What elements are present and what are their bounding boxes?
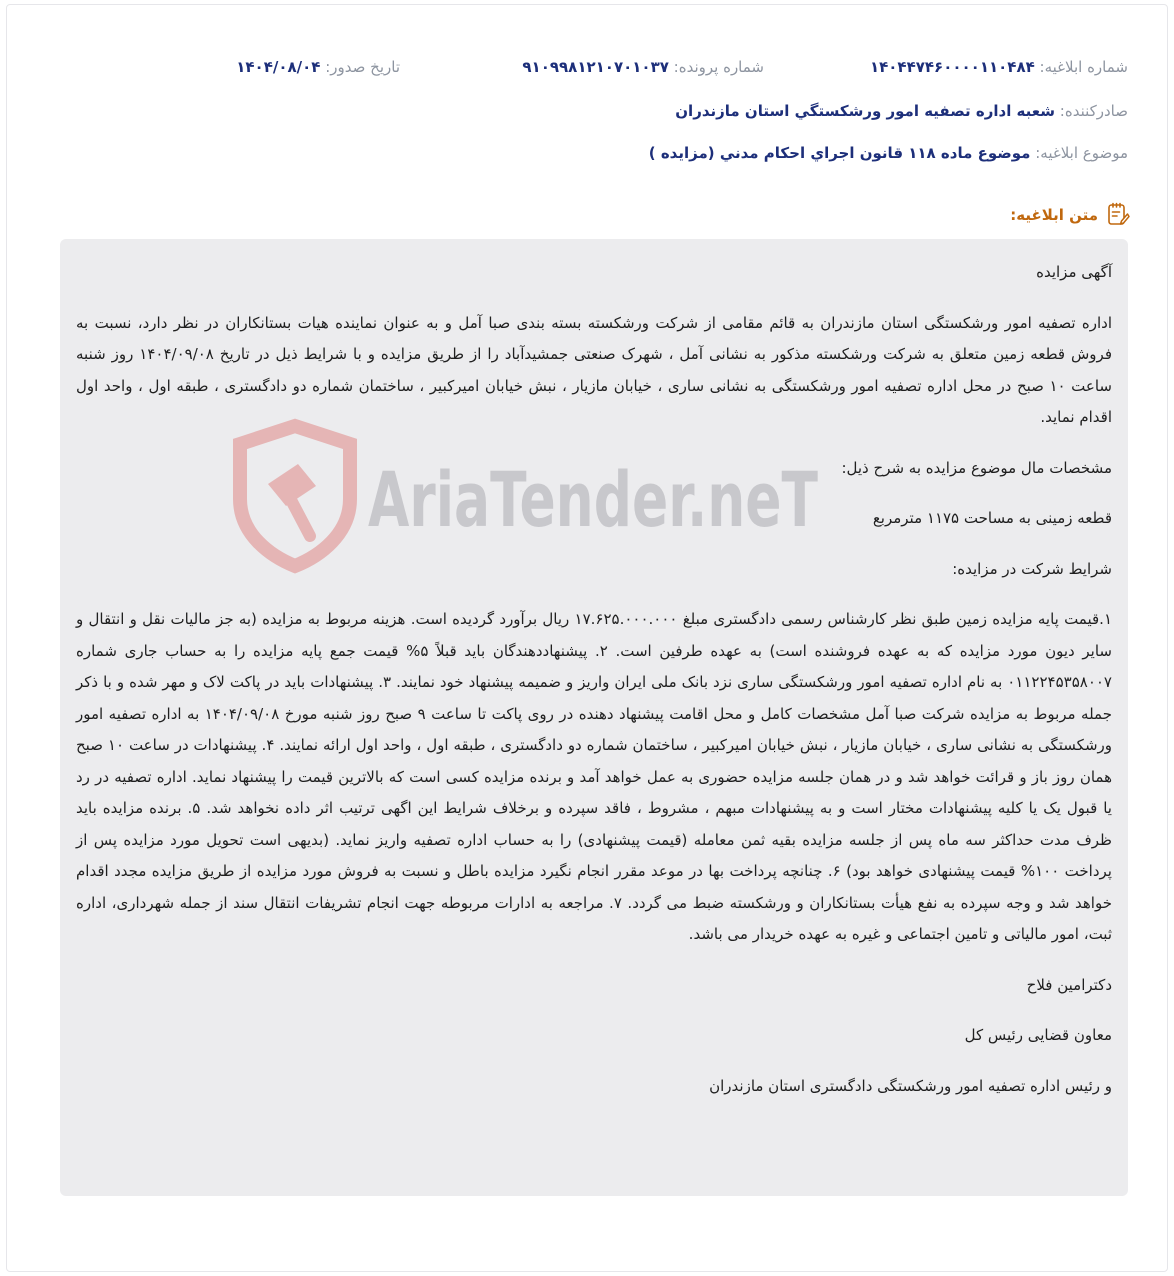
issue-date bbox=[236, 58, 400, 76]
body-paragraph: قطعه زمینی به مساحت ۱۱۷۵ مترمربع bbox=[872, 509, 1112, 527]
notice-number-label: شماره ابلاغيه: bbox=[1039, 58, 1128, 76]
section-title bbox=[1010, 202, 1130, 228]
body-paragraph: آگهی مزایده bbox=[1036, 263, 1112, 281]
notice-body-text bbox=[76, 257, 1112, 1121]
issue-date-label: تاريخ صدور: bbox=[325, 58, 400, 76]
watermark-text: AriaTender.neT bbox=[368, 455, 819, 544]
document-edit-icon bbox=[1106, 202, 1130, 228]
body-paragraph: ۱.قیمت پایه مزایده زمین طبق نظر کارشناس رسمی دادگستری مبلغ ۱۷.۶۲۵.۰۰۰.۰۰۰ ریال برآورد گردیده است. هزینه مربوط به مزایده (به جز مالیات نقل و انتقال و سایر دیون مورد مزایده که به عهده فروشنده است) به عهده طرفین است. ۲. پیشنهاددهندگان باید قبلاً ۵% قیمت جمع پایه مزایده را به حساب جاری شماره ۰۱۱۲۲۴۵۳۵۸۰۰۷ به نام اداره تصفیه امور ورشکستگی ساری نزد بانک ملی ایران واریز و ضمیمه پیشنهاد خود نمایند. ۳. پیشنهادات باید در پاکت لاک و مهر شده و با ذکر جمله مربوط به مزایده شرکت صبا آمل مشخصات کامل و محل اقامت پیشنهاد دهنده در روی پاکت تا ساعت ۹ صبح روز شنبه مورخ ۱۴۰۴/۰۹/۰۸ به اداره تصفیه امور ورشکستگی به نشانی ساری ، خیابان مازیار ، نبش خیابان امیرکبیر ، ساختمان شماره دو دادگستری ، طبقه اول ، واحد اول ارائه نمایند. ۴. پیشنهادات در ساعت ۱۰ صبح همان روز باز و قرائت خواهد شد و در همان جلسه مزایده حضوری به عمل خواهد آمد و برنده مزایده کسی است که بالاترین قیمت را پیشنهاد نماید. اداره تصفیه در رد یا قبول یک یا کلیه پیشنهادات مختار است و به پیشنهادات مبهم ، مشروط ، فاقد سپرده و برخلاف شرایط این اگهی ترتیب اثر داده نخواهد شد. ۵. برنده مزایده باید ظرف مدت حداکثر سه ماه پس از جلسه مزایده بقیه ثمن معامله (قیمت پیشنهادی) را به حساب اداره تصفیه واریز نماید. (بدیهی است تحویل مورد مزایده پس از پرداخت ۱۰۰% قیمت پیشنهادی خواهد بود) ۶. چنانچه پرداخت بها در موعد مقرر انجام نگیرد مزایده باطل و نسبت به فروش مورد مزایده از طریق مزایده مجدد اقدام خواهد شد و وجه سپرده به نفع هیأت بستانکاران و ورشکسته ضبط می گردد. ۷. مراجعه به ادارات مربوطه جهت انجام تشریفات انتقال سند از جمله شهرداری، اداره ثبت، امور مالیاتی و تامین اجتماعی و غیره به عهده خریدار می باشد. bbox=[76, 610, 1112, 943]
body-paragraph: دکترامین فلاح bbox=[1026, 975, 1112, 994]
case-number-label: شماره پرونده: bbox=[673, 58, 764, 76]
notice-number-value: ۱۴۰۴۴۷۴۶۰۰۰۰۱۱۰۴۸۴ bbox=[869, 58, 1035, 76]
section-title-text: متن ابلاغیه: bbox=[1010, 206, 1098, 224]
subject-label: موضوع ابلاغيه: bbox=[1035, 144, 1128, 162]
case-number bbox=[522, 58, 764, 76]
body-paragraph: مشخصات مال موضوع مزایده به شرح ذیل: bbox=[841, 458, 1112, 477]
body-paragraph: معاون قضایی رئیس کل bbox=[964, 1026, 1112, 1044]
body-paragraph: و رئیس اداره تصفیه امور ورشکستگی دادگستری استان مازندران bbox=[709, 1076, 1112, 1095]
subject-row bbox=[46, 144, 1128, 162]
meta-row-identifiers bbox=[46, 58, 1128, 80]
issue-date-value: ۱۴۰۴/۰۸/۰۴ bbox=[236, 58, 321, 76]
notice-number bbox=[870, 58, 1128, 76]
body-paragraph: اداره تصفیه امور ورشکستگی استان مازندران به قائم مقامی از شرکت ورشکسته بسته بندی صبا آمل و به عنوان نماینده هیات بستانکاران در نظر دارد، نسبت به فروش قطعه زمین متعلق به شرکت ورشکسته مذکور به نشانی آمل ، شهرک صنعتی جمشیدآباد را از طریق مزایده و با شرایط ذیل در تاریخ ۱۴۰۴/۰۹/۰۸ روز شنبه ساعت ۱۰ صبح در محل اداره تصفیه امور ورشکستگی به نشانی ساری ، خیابان مازیار ، نبش خیابان امیرکبیر ، ساختمان شماره دو دادگستری ، طبقه اول ، واحد اول اقدام نماید. bbox=[76, 313, 1112, 426]
issuer-value: شعبه اداره تصفيه امور ورشکستگي استان مازندران bbox=[675, 102, 1055, 120]
issuer-label: صادرکننده: bbox=[1059, 102, 1128, 120]
case-number-value: ۹۱۰۹۹۸۱۲۱۰۷۰۱۰۳۷ bbox=[522, 58, 669, 76]
body-paragraph: شرایط شرکت در مزایده: bbox=[952, 559, 1112, 578]
notice-body-panel bbox=[60, 239, 1128, 1196]
subject-value: موضوع ماده ۱۱۸ قانون اجراي احکام مدني (مزايده ) bbox=[648, 144, 1031, 162]
issuer-row bbox=[46, 102, 1128, 120]
